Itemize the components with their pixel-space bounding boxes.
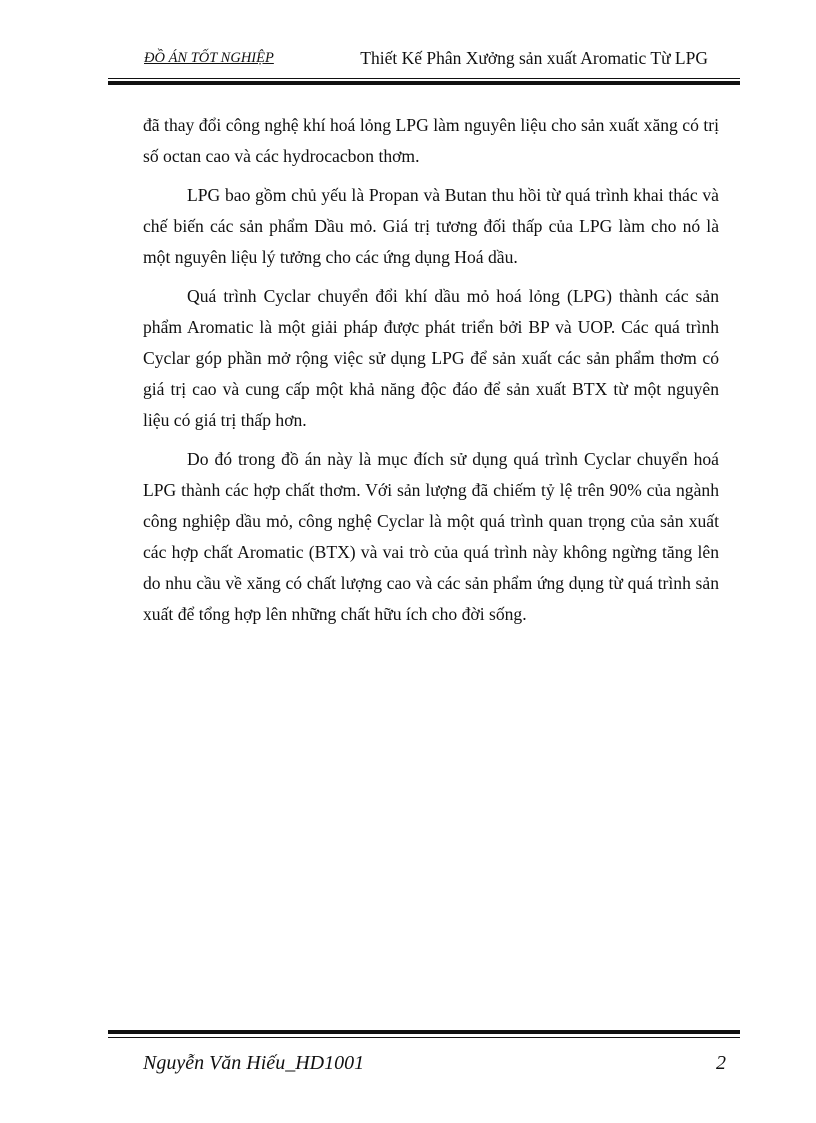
header-document-title: Thiết Kế Phân Xưởng sản xuất Aromatic Từ LPG	[360, 48, 708, 68]
paragraph-1: đã thay đổi công nghệ khí hoá lỏng LPG làm nguyên liệu cho sản xuất xăng có trị số octan cao và các hydrocacbon thơm.	[143, 115, 719, 166]
header-rule-thin	[108, 78, 740, 79]
paragraph-2: LPG bao gồm chủ yếu là Propan và Butan thu hồi từ quá trình khai thác và chế biến các sản phẩm Dầu mỏ. Giá trị tương đối thấp của LPG làm cho nó là một nguyên liệu lý tưởng cho các ứng dụng Hoá dầu.	[143, 185, 719, 267]
body-text	[143, 110, 719, 638]
page-header	[108, 48, 740, 72]
paragraph-4: Do đó trong đồ án này là mục đích sử dụng quá trình Cyclar chuyển hoá LPG thành các hợp chất thơm. Với sản lượng đã chiếm tỷ lệ trên 90% của ngành công nghiệp dầu mỏ, công nghệ Cyclar là một quá trình quan trọng của sản xuất các hợp chất Aromatic (BTX) và vai trò của quá trình này không ngừng tăng lên do nhu cầu về xăng có chất lượng cao và các sản phẩm ứng dụng từ quá trình sản xuất để tổng hợp lên những chất hữu ích cho đời sống.	[143, 449, 719, 624]
footer-rule-thin	[108, 1037, 740, 1038]
paragraph-3: Quá trình Cyclar chuyển đổi khí dầu mỏ hoá lỏng (LPG) thành các sản phẩm Aromatic là một giải pháp được phát triển bởi BP và UOP. Các quá trình Cyclar góp phần mở rộng việc sử dụng LPG để sản xuất các sản phẩm thơm có giá trị cao và cung cấp một khả năng độc đáo để sản xuất BTX từ một nguyên liệu có giá trị thấp hơn.	[143, 286, 719, 430]
page-number: 2	[716, 1052, 726, 1074]
header-rule-thick	[108, 81, 740, 85]
footer-author: Nguyễn Văn Hiếu_HD1001	[143, 1052, 365, 1074]
header-document-type: ĐỒ ÁN TỐT NGHIỆP	[144, 50, 274, 66]
footer-rule-thick	[108, 1030, 740, 1034]
